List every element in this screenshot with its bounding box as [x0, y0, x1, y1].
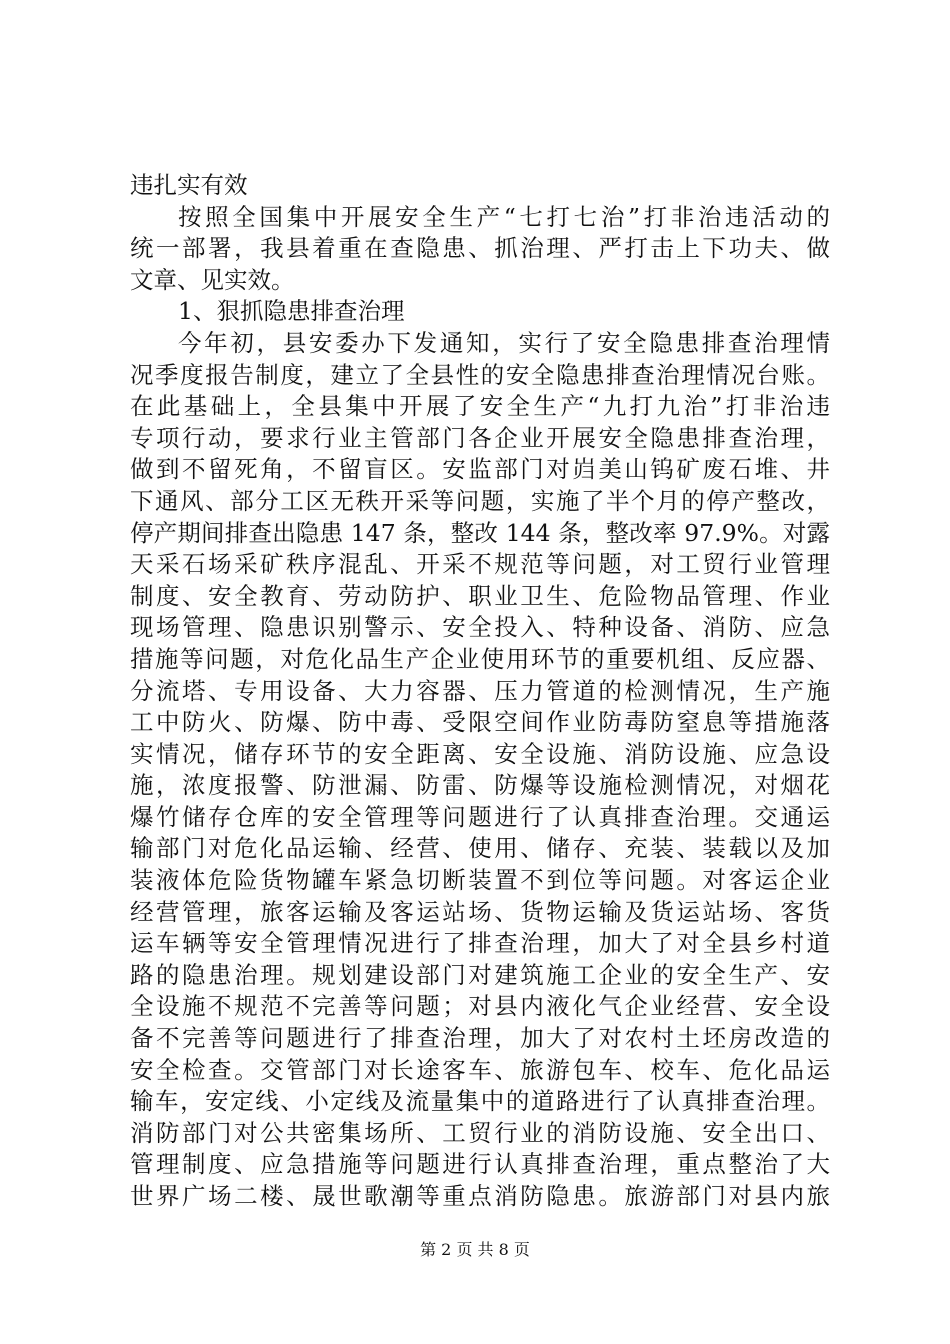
text-line: 今年初，县安委办下发通知，实行了安全隐患排查治理情 — [178, 328, 830, 357]
text-line: 在此基础上，全县集中开展了安全生产“九打九治”打非治违 — [130, 392, 830, 421]
text-line: 专项行动，要求行业主管部门各企业开展安全隐患排查治理， — [130, 423, 830, 452]
text-line: 装液体危险货物罐车紧急切断装置不到位等问题。对客运企业 — [130, 866, 830, 895]
text-line: 输车，安定线、小定线及流量集中的道路进行了认真排查治理。 — [130, 1087, 830, 1116]
text-line: 全设施不规范不完善等问题；对县内液化气企业经营、安全设 — [130, 992, 830, 1021]
text-line: 实情况，储存环节的安全距离、安全设施、消防设施、应急设 — [130, 739, 830, 768]
text-line: 文章、见实效。 — [130, 265, 295, 294]
text-line: 管理制度、应急措施等问题进行认真排查治理，重点整治了大 — [130, 1150, 830, 1179]
section-heading: 1、狠抓隐患排查治理 — [178, 297, 405, 326]
text-line: 备不完善等问题进行了排查治理，加大了对农村土坯房改造的 — [130, 1024, 830, 1053]
text-line: 下通风、部分工区无秩开采等问题，实施了半个月的停产整改， — [130, 486, 830, 515]
text-line: 消防部门对公共密集场所、工贸行业的消防设施、安全出口、 — [130, 1118, 830, 1147]
text-line: 分流塔、专用设备、大力容器、压力管道的检测情况，生产施 — [130, 676, 830, 705]
text-line: 违扎实有效 — [130, 171, 248, 199]
text-line: 世界广场二楼、晟世歌潮等重点消防隐患。旅游部门对县内旅 — [130, 1182, 830, 1210]
text-line: 安全检查。交管部门对长途客车、旅游包车、校车、危化品运 — [130, 1055, 830, 1084]
text-line: 天采石场采矿秩序混乱、开采不规范等问题，对工贸行业管理 — [130, 550, 830, 579]
text-line: 按照全国集中开展安全生产“七打七治”打非治违活动的 — [178, 202, 830, 231]
text-line: 路的隐患治理。规划建设部门对建筑施工企业的安全生产、安 — [130, 960, 830, 989]
page-number-footer: 第 2 页 共 8 页 — [420, 1240, 530, 1259]
text-line: 爆竹储存仓库的安全管理等问题进行了认真排查治理。交通运 — [130, 802, 830, 831]
text-line: 措施等问题，对危化品生产企业使用环节的重要机组、反应器、 — [130, 644, 830, 673]
text-line: 况季度报告制度，建立了全县性的安全隐患排查治理情况台账。 — [130, 360, 830, 389]
document-body — [130, 170, 830, 1213]
text-line: 工中防火、防爆、防中毒、受限空间作业防毒防窒息等措施落 — [130, 708, 830, 737]
text-line: 做到不留死角，不留盲区。安监部门对岿美山钨矿废石堆、井 — [130, 455, 830, 484]
text-line: 施，浓度报警、防泄漏、防雷、防爆等设施检测情况，对烟花 — [130, 771, 830, 800]
text-line: 制度、安全教育、劳动防护、职业卫生、危险物品管理、作业 — [130, 581, 830, 610]
text-line: 运车辆等安全管理情况进行了排查治理，加大了对全县乡村道 — [130, 929, 830, 958]
text-line: 输部门对危化品运输、经营、使用、储存、充装、装载以及加 — [130, 834, 830, 863]
text-line: 停产期间排查出隐患 147 条，整改 144 条，整改率 97.9%。对露 — [130, 518, 830, 547]
text-line: 统一部署，我县着重在查隐患、抓治理、严打击上下功夫、做 — [130, 234, 830, 263]
text-line: 经营管理，旅客运输及客运站场、货物运输及货运站场、客货 — [130, 897, 830, 926]
text-line: 现场管理、隐患识别警示、安全投入、特种设备、消防、应急 — [130, 613, 830, 642]
